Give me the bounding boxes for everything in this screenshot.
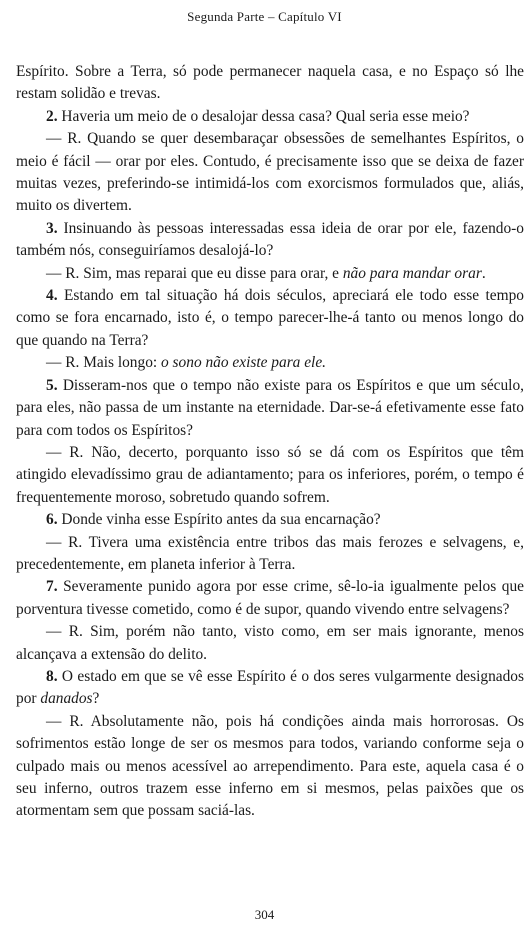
text-segment: — R. Quando se quer desembaraçar obsessões de semelhantes Espíritos, o meio é fácil — orar por eles. Contudo, é precisamente isso que se deixa de fazer muitas vezes, preferindo-se intimidá-los com exorcismos formulados que, aliás, muito os divertem. xyxy=(16,130,524,215)
running-head: Segunda Parte – Capítulo VI xyxy=(187,9,342,24)
question-paragraph xyxy=(16,218,524,263)
question-paragraph xyxy=(16,106,524,128)
question-number: 3. xyxy=(46,219,58,237)
question-number: 8. xyxy=(46,667,58,685)
continuation-paragraph xyxy=(16,61,524,106)
text-segment: — R. Tivera uma existência entre tribos das mais ferozes e selvagens, e, precedentemente, em planeta inferior à Terra. xyxy=(16,533,524,573)
answer-paragraph xyxy=(16,621,524,666)
answer-paragraph xyxy=(16,442,524,509)
text-segment: . xyxy=(481,264,486,282)
text-segment: Donde vinha esse Espírito antes da sua encarnação? xyxy=(57,511,381,529)
text-segment: ? xyxy=(92,690,100,708)
question-number: 4. xyxy=(46,287,58,305)
text-segment: — R. Não, decerto, porquanto isso só se dá com os Espíritos que têm atingido elevadíssimo grau de adiantamento; para os inferiores, porém, o tempo é frequentemente moroso, sobretudo quando sofrem. xyxy=(16,443,524,506)
question-paragraph xyxy=(16,375,524,442)
question-paragraph xyxy=(16,576,524,621)
question-paragraph xyxy=(16,666,524,711)
answer-paragraph xyxy=(16,263,524,285)
text-segment: Disseram-nos que o tempo não existe para os Espíritos e que um século, para eles, não passa de um instante na eternidade. Dar-se-á efetivamente esse fato para com todos os Espíritos? xyxy=(16,376,524,439)
text-segment: Severamente punido agora por esse crime, sê-lo-ia igualmente pelos que porventura tivesse cometido, como é de supor, quando vivendo entre selvagens? xyxy=(16,578,524,618)
answer-paragraph xyxy=(16,532,524,577)
question-number: 6. xyxy=(46,511,58,529)
text-segment: Insinuando às pessoas interessadas essa ideia de orar por ele, fazendo-o também nós, conseguiríamos desalojá-lo? xyxy=(16,219,524,260)
question-number: 2. xyxy=(46,107,58,125)
question-paragraph xyxy=(16,509,524,531)
question-paragraph xyxy=(16,285,524,352)
answer-paragraph xyxy=(16,128,524,218)
text-segment: Haveria um meio de o desalojar dessa casa? Qual seria esse meio? xyxy=(57,107,470,125)
text-segment: — R. Mais longo: xyxy=(46,354,162,372)
answer-paragraph xyxy=(16,711,524,823)
page-number: 304 xyxy=(254,907,275,922)
text-segment: — R. Sim, porém não tanto, visto como, em ser mais ignorante, menos alcançava a extensão do delito. xyxy=(16,623,524,663)
body-text xyxy=(16,61,524,823)
text-segment: — R. Sim, mas reparai que eu disse para orar, e xyxy=(46,264,343,282)
answer-paragraph xyxy=(16,352,524,374)
emphasis-text: danados xyxy=(40,690,93,708)
text-segment: — R. Absolutamente não, pois há condições ainda mais horrorosas. Os sofrimentos estão longe de ser os mesmos para todos, variando conforme seja o culpado mais ou menos acessível ao arrependimento. Para este, aquela casa é o seu inferno, outros trazem esse inferno em si mesmos, pelas paixões que os atormentam sem que possam saciá-las. xyxy=(16,712,524,820)
question-number: 5. xyxy=(46,376,58,394)
text-segment: Espírito. Sobre a Terra, só pode permanecer naquela casa, e no Espaço só lhe restam solidão e trevas. xyxy=(16,63,524,103)
emphasis-text: o sono não existe para ele. xyxy=(161,354,327,372)
text-segment: O estado em que se vê esse Espírito é o dos seres vulgarmente designados por xyxy=(16,667,524,708)
question-number: 7. xyxy=(46,578,58,596)
emphasis-text: não para mandar orar xyxy=(342,264,482,282)
text-segment: Estando em tal situação há dois séculos, apreciará ele todo esse tempo como se fora encarnado, isto é, o tempo parecer-lhe-á tanto ou menos longo do que quando na Terra? xyxy=(16,287,524,349)
